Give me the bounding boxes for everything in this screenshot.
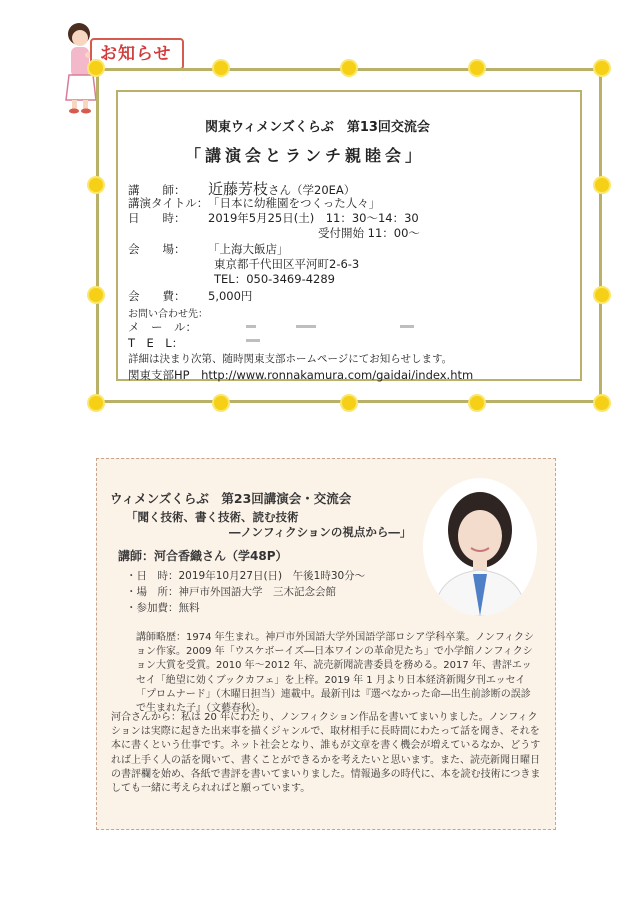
event2-subtitle-2: ―ノンフィクションの視点から―」 — [229, 525, 412, 539]
email-label: メ ー ル： — [128, 320, 197, 334]
venue-name: 「上海大飯店」 — [208, 242, 289, 256]
flower-icon — [89, 178, 103, 192]
venue-label: 会 場： — [128, 242, 186, 256]
fee-row — [128, 288, 252, 304]
lecture-title: 「日本に幼稚園をつくった人々」 — [208, 196, 381, 210]
contact-label: お問い合わせ先： — [128, 309, 208, 320]
flower-icon — [595, 396, 609, 410]
lecture-title-row — [128, 195, 380, 211]
tel-label: T E L： — [128, 336, 184, 350]
speaker-message: 河合さんから：私は 20 年にわたり、ノンフィクション作品を書いてまいりました。ノンフィクションは実際に起きた出来事を描くジャンルで、取材相手に長時間にわたって話を聞き、それを本に書くという仕事です。ネット社会となり、誰もが文章を書く機会が増えているなか、どうすれば上手く人の話を聞いて、書くことができるかを考えたいと思います。また、読売新聞日曜日の書評欄を始め、各紙で書評を書いてまいりました。情報過多の時代に、本を読む技術につきましても一緒に考えられればと願っています。 — [111, 712, 541, 795]
redaction-mark — [400, 325, 414, 328]
notice-tag: お知らせ — [90, 38, 184, 70]
event2-title: ウィメンズくらぶ 第23回講演会・交流会 — [110, 491, 352, 506]
venue-row — [128, 241, 289, 257]
details-note: 詳細は決まり次第、随時関東支部ホームページにてお知らせします。 — [128, 353, 453, 365]
redaction-mark — [246, 325, 256, 328]
flower-icon — [595, 178, 609, 192]
speaker-photo — [423, 478, 537, 616]
flower-icon — [342, 61, 356, 75]
redaction-mark — [296, 325, 316, 328]
fee-value: 5,000円 — [208, 289, 253, 303]
event2-speaker: 講師：河合香織さん（学48P） — [118, 549, 288, 563]
date-label: 日 時： — [128, 211, 186, 225]
venue-address: 東京都千代田区平河町2-6-3 — [214, 257, 360, 271]
speaker-label: 講 師： — [128, 183, 186, 197]
flower-icon — [470, 61, 484, 75]
event2-subtitle-1: 「聞く技術、書く技術、読む技術 — [126, 510, 299, 524]
speaker-suffix: さん（学20EA） — [268, 183, 356, 197]
event2-venue: ・場 所：神戸市外国語大学 三木記念会館 — [126, 586, 336, 598]
flower-icon — [214, 396, 228, 410]
flower-icon — [595, 61, 609, 75]
flower-icon — [214, 61, 228, 75]
venue-tel: TEL：050-3469-4289 — [214, 272, 335, 286]
reception-time: 受付開始 11：00～ — [318, 226, 420, 240]
speaker-name: 近藤芳枝 — [208, 180, 269, 198]
flower-icon — [595, 288, 609, 302]
hp-url[interactable]: http://www.ronnakamura.com/gaidai/index.htm — [201, 368, 474, 382]
hp-label: 関東支部HP — [128, 368, 190, 382]
redaction-mark — [246, 339, 260, 342]
lecture-title-label: 講演タイトル： — [128, 196, 209, 210]
flower-icon — [89, 61, 103, 75]
flower-icon — [342, 396, 356, 410]
flower-icon — [89, 396, 103, 410]
event1-date: 2019年5月25日(土) 11：30～14：30 — [208, 211, 419, 225]
flower-icon — [470, 396, 484, 410]
speaker-portrait-icon — [423, 478, 537, 616]
fee-label: 会 費： — [128, 289, 186, 303]
event2-date: ・日 時：2019年10月27日(日) 午後1時30分～ — [126, 570, 366, 582]
hp-row — [128, 367, 473, 383]
date-row — [128, 210, 419, 226]
event1-subtitle: 「講演会とランチ親睦会」 — [185, 146, 426, 165]
event1-title: 関東ウィメンズくらぶ 第13回交流会 — [205, 120, 430, 135]
speaker-bio: 講師略歴：1974 年生まれ。神戸市外国語大学外国語学部ロシア学科卒業。ノンフィクション作家。2009 年「ウスケボーイズ―日本ワインの革命児たち」で小学館ノンフィクション大賞を受賞。2010 年～2012 年、読売新聞読書委員を務める。2017 年、書評エッセイ「絶望に効くブックカフェ」を上梓。2019 年 1 月より日本経済新聞夕刊エッセイ「プロムナード」（木曜日担当）連載中。最新刊は『選べなかった命―出生前診断の誤診で生まれた子』（文藝春秋）。 — [136, 632, 535, 715]
event2-fee: ・参加費：無料 — [126, 602, 200, 614]
flower-icon — [89, 288, 103, 302]
